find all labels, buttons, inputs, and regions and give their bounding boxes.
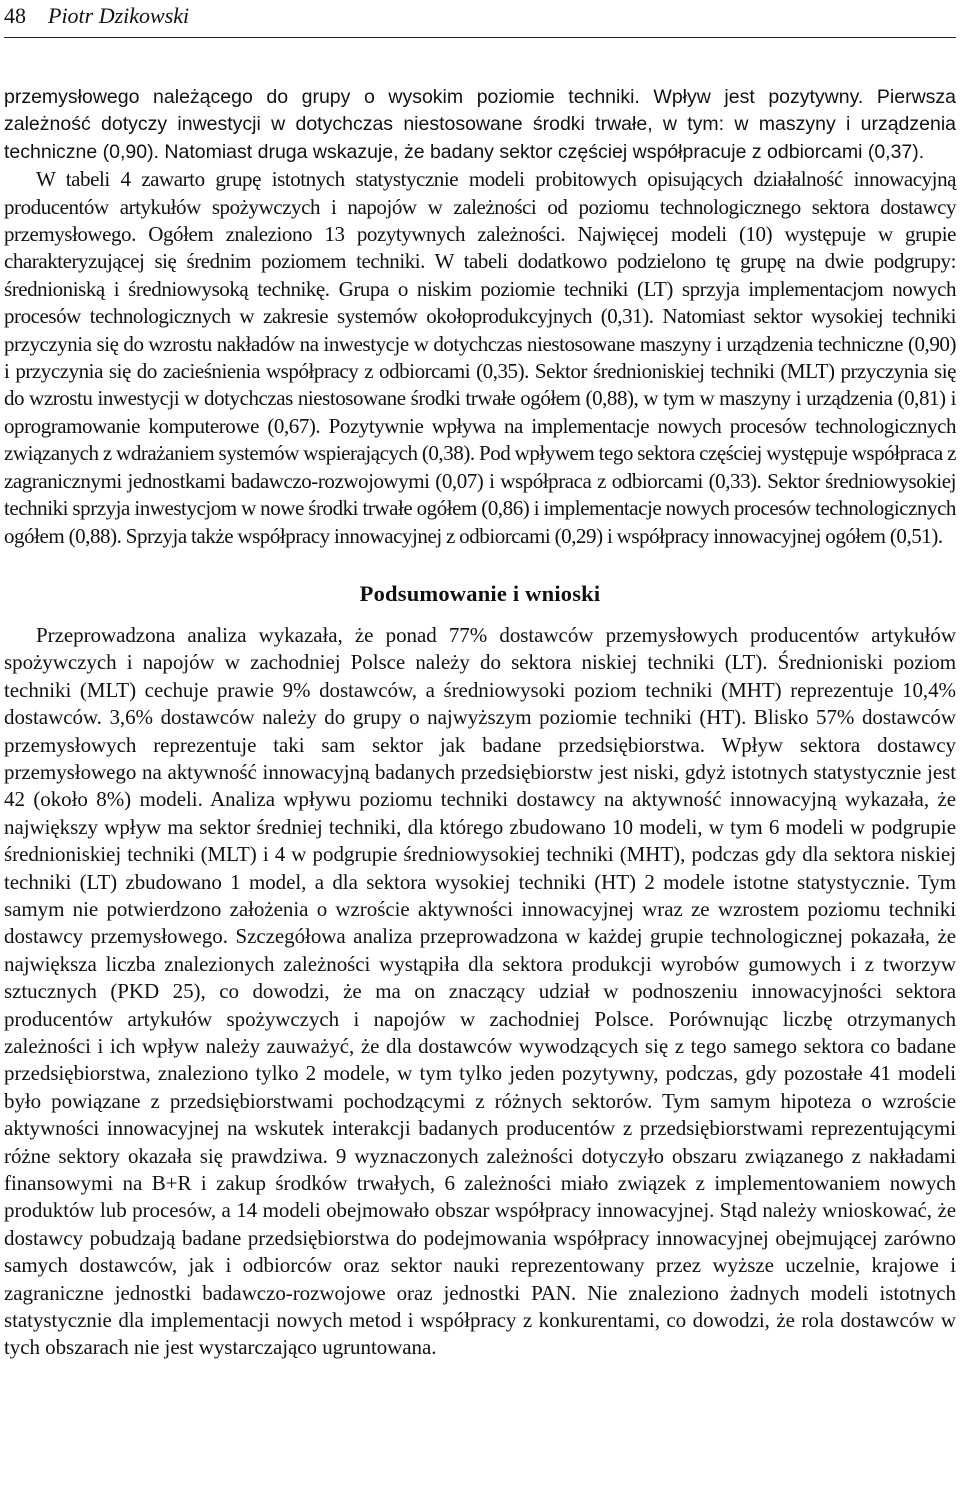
running-author: Piotr Dzikowski <box>48 3 190 28</box>
section-title: Podsumowanie i wnioski <box>359 580 601 606</box>
running-header <box>4 0 956 38</box>
paragraph-continued: przemysłowego należącego do grupy o wysokim poziomie techniki. Wpływ jest pozytywny. Pierwsza zależność dotyczy inwestycji w dotychczas niestosowane środki trwałe, w tym: w maszyny i urządzenia techniczne (0,90). Natomiast druga wskazuje, że badany sektor częściej współpracuje z odbiorcami (0,37). <box>4 86 956 163</box>
article-body <box>4 84 956 1362</box>
page-number: 48 <box>4 3 26 28</box>
paragraph-table-4: W tabeli 4 zawarto grupę istotnych statystycznie modeli probitowych opisujących działalność innowacyjną producentów artykułów spożywczych i napojów w zależności od poziomu technologicznego sektora dostawcy przemysłowego. Ogółem znaleziono 13 pozytywnych zależności. Najwięcej modeli (10) występuje w grupie charakteryzującej się średnim poziomem techniki. W tabeli dodatkowo podzielono tę grupę na dwie podgrupy: średnioniską i średniowysoką technikę. Grupa o niskim poziomie techniki (LT) sprzyja implementacjom nowych procesów technologicznych w zakresie systemów okołoprodukcyjnych (0,31). Natomiast sektor wysokiej techniki przyczynia się do wzrostu nakładów na inwestycje w dotychczas niestosowane maszyny i urządzenia techniczne (0,90) i przyczynia się do zacieśnienia współpracy z odbiorcami (0,35). Sektor średnioniskiej techniki (MLT) przyczynia się do wzrostu inwestycji w dotychczas niestosowane środki trwałe ogółem (0,88), w tym w maszyny i urządzenia (0,81) i oprogramowanie komputerowe (0,67). Pozytywnie wpływa na implementacje nowych procesów technologicznych związanych z wdrażaniem systemów wspierających (0,38). Pod wpływem tego sektora częściej występuje współpraca z zagranicznymi jednostkami badawczo-rozwojowymi (0,07) i współpraca z odbiorcami (0,33). Sektor średniowysokiej techniki sprzyja inwestycjom w nowe środki trwałe ogółem (0,86) i implementacje nowych procesów technologicznych ogółem (0,88). Sprzyja także współpracy innowacyjnej z odbiorcami (0,29) i współpracy innowacyjnej ogółem (0,51). <box>4 167 956 548</box>
paragraph-summary: Przeprowadzona analiza wykazała, że ponad 77% dostawców przemysłowych producentów artykułów spożywczych i napojów w zachodniej Polsce należy do sektora niskiej techniki (LT). Średnioniski poziom techniki (MLT) cechuje prawie 9% dostawców, a średniowysoki poziom techniki (MHT) reprezentuje 10,4% dostawców. 3,6% dostawców należy do grupy o najwyższym poziomie techniki (HT). Blisko 57% dostawców przemysłowych reprezentuje taki sam sektor jak badane przedsiębiorstwa. Wpływ sektora dostawcy przemysłowego na aktywność innowacyjną badanych przedsiębiorstw jest niski, gdyż istotnych statystycznie jest 42 (około 8%) modeli. Analiza wpływu poziomu techniki dostawcy na aktywność innowacyjną wykazała, że największy wpływ ma sektor średniej techniki, dla którego zbudowano 10 modeli, w tym 6 modeli w podgrupie średnioniskiej techniki (MLT) i 4 w podgrupie średniowysokiej techniki (MHT), podczas gdy dla sektora niskiej techniki (LT) zbudowano 1 model, a dla sektora wysokiej techniki (HT) 2 modele istotne statystycznie. Tym samym nie potwierdzono założenia o wzroście aktywności innowacyjnej wraz ze wzrostem poziomu techniki dostawcy przemysłowego. Szczegółowa analiza przeprowadzona w każdej grupie technologicznej pokazała, że największa liczba znalezionych zależności wystąpiła dla sektora produkcji wyrobów gumowych i z tworzyw sztucznych (PKD 25), co dowodzi, że ma on znaczący udział w podnoszeniu innowacyjności sektora producentów artykułów spożywczych i napojów w zachodniej Polsce. Porównując liczbę otrzymanych zależności i ich wpływ należy zauważyć, że dla dostawców wywodzących się z tego samego sektora co badane przedsiębiorstwa, znaleziono tylko 2 modele, w tym tylko jeden pozytywny, podczas, gdy pozostałe 41 modeli było powiązane z przedsiębiorstwami pochodzącymi z różnych sektorów. Tym samym hipoteza o wzroście aktywności innowacyjnej na wskutek interakcji badanych producentów z przedsiębiorstwami reprezentującymi różne sektory okazała się prawdziwa. 9 wyznaczonych zależności dotyczyło obszaru związanego z nakładami finansowymi na B+R i zakup środków trwałych, 6 zależności miało związek z implementowaniem nowych produktów lub procesów, a 14 modeli obejmowało obszar współpracy innowacyjnej. Stąd należy wnioskować, że dostawcy pobudzają badane przedsiębiorstwa do podejmowania współpracy innowacyjnej obejmującej zarówno samych dostawców, jak i odbiorców oraz sektor nauki reprezentowany przez wyższe uczelnie, krajowe i zagraniczne jednostki badawczo-rozwojowe oraz jednostki PAN. Nie znaleziono żadnych modeli istotnych statystycznie dla implementacji nowych metod i współpracy z konkurentami, co dowodzi, że rola dostawców w tych obszarach nie jest wystarczająco ugruntowana. <box>4 622 956 1360</box>
